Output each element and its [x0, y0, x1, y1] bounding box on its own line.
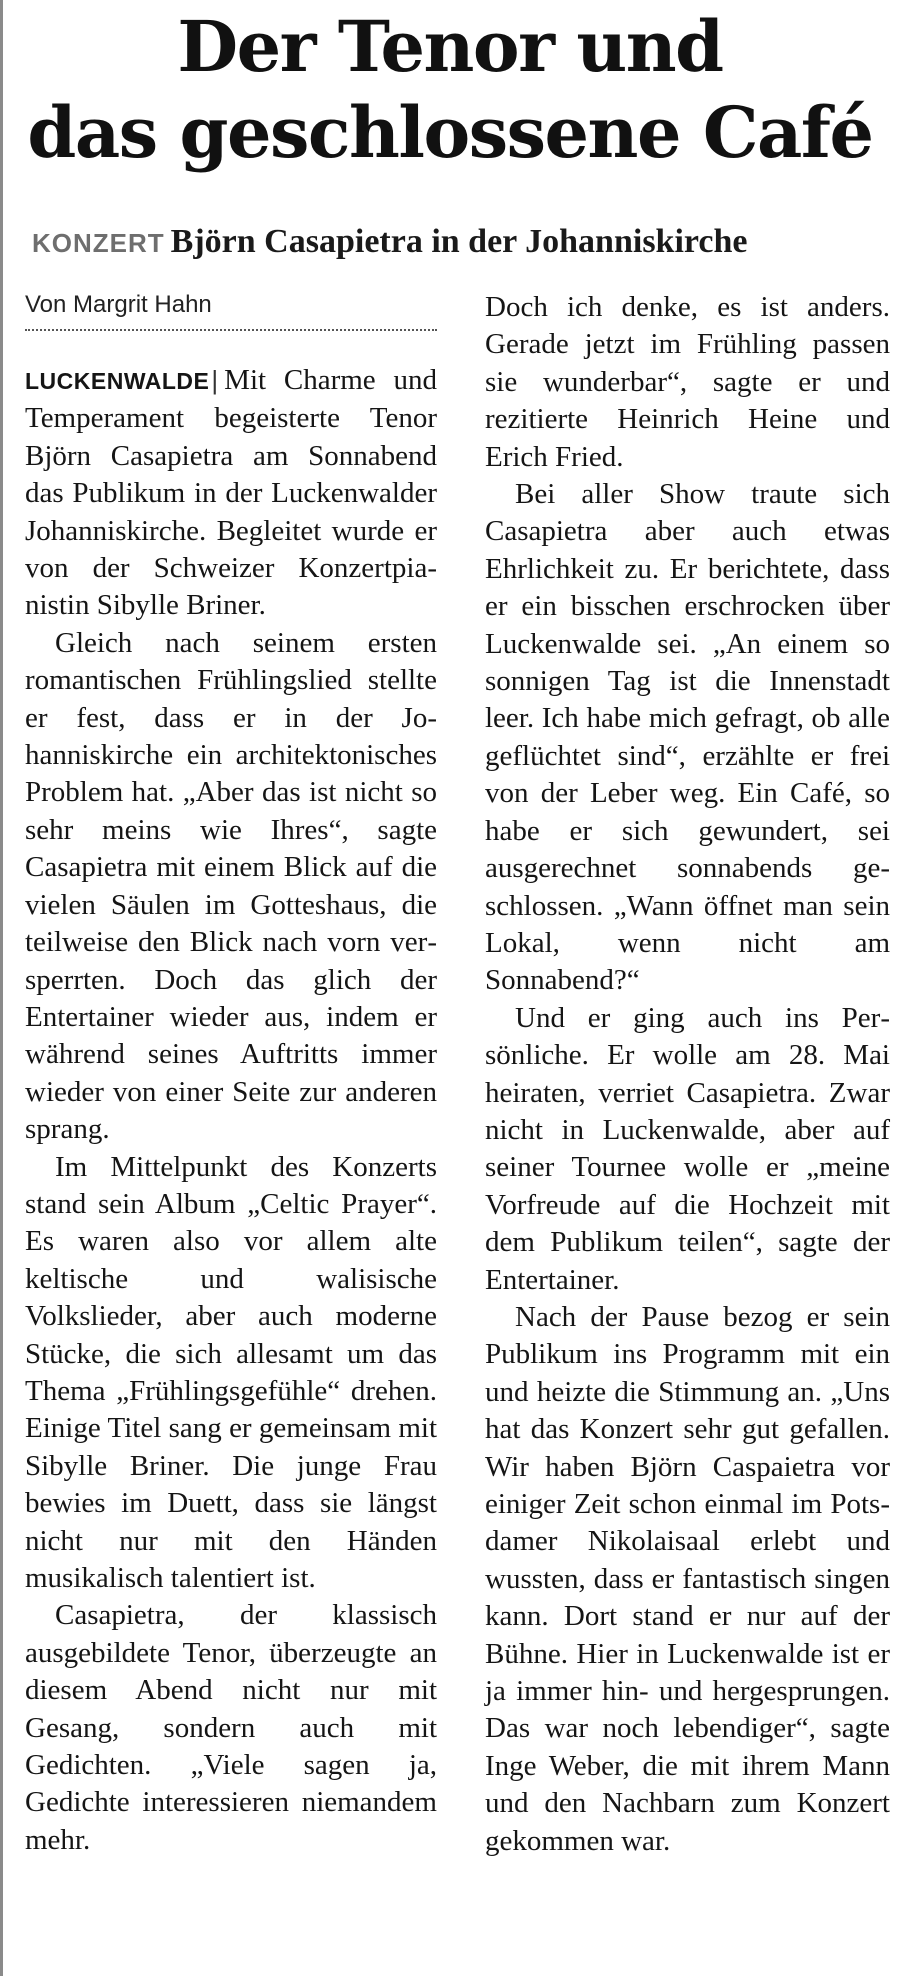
author-byline: Von Margrit Hahn	[25, 287, 437, 331]
subheadline-text: Björn Casapietra in der Johanniskirche	[170, 223, 748, 260]
paragraph: Und er ging auch ins Persönliche. Er wolle am 28. Mai heiraten, verriet Casapietra. Zwar nicht in Luckenwalde, aber auf seiner Tournee wolle er „meine Vorfreude auf die Hochzeit mit dem Publikum teilen“, sagte der Entertainer.	[485, 1001, 890, 1296]
article-headline	[0, 4, 900, 176]
kicker-label: KONZERT	[32, 228, 165, 258]
headline-line-1: Der Tenor und	[177, 5, 723, 88]
paragraph: Im Mittelpunkt des Konzerts stand sein Album „Celtic Prayer“. Es waren also vor allem alte keltische und walisische Volkslieder, aber auch moderne Stücke, die sich allesamt um das Thema „Frühlingsgefühle“ drehen. Einige Titel sang er gemeinsam mit Sibylle Briner. Die junge Frau bewies im Duett, dass sie längst nicht nur mit den Händen musikalisch talentiert ist.	[25, 1150, 437, 1594]
dateline: LUCKENWALDE	[25, 368, 210, 394]
paragraph: Nach der Pause bezog er sein Publikum ins Programm mit ein und heizte die Stimmung an. „Uns hat das Konzert sehr gut gefallen. Wir haben Björn Caspaietra vor einiger Zeit schon einmal im Potsdamer Nikolaisaal erlebt und wussten, dass er fantastisch singen kann. Dort stand er nur auf der Bühne. Hier in Luckenwalde ist er ja immer hin- und hergesprungen. Das war noch lebendiger“, sagte Inge Weber, die mit ihrem Mann und den Nachbarn zum Konzert gekommen war.	[485, 1300, 890, 1857]
article-column-left	[25, 362, 437, 1859]
paragraph	[25, 362, 437, 625]
article-column-right	[485, 289, 890, 1860]
page-edge-rule	[0, 0, 3, 1976]
paragraph: Bei aller Show traute sich Casapietra aber auch etwas Ehrlichkeit zu. Er berichtete, dass er ein bisschen erschrocken über Luckenwalde sei. „An einem so sonnigen Tag ist die Innenstadt leer. Ich habe mich gefragt, ob alle geflüchtet sind“, erzählte er frei von der Leber weg. Ein Café, so habe er sich gewundert, sei ausgerechnet sonnabends geschlossen. „Wann öffnet man sein Lokal, wenn nicht am Sonnabend?“	[485, 478, 890, 997]
paragraph: Casapietra, der klassisch ausgebildete Tenor, überzeugte an diesem Abend nicht nur mit Gesang, sondern auch mit Gedichten. „Viele sagen ja, Gedichte interessieren niemandem mehr.	[25, 1599, 437, 1856]
dateline-separator: |	[211, 365, 219, 395]
article-subheadline	[32, 220, 882, 265]
paragraph: Gleich nach seinem ersten romantischen Frühlingslied stellte er fest, dass er in der Johanniskirche ein architektonisches Problem hat. „Aber das ist nicht so sehr meins wie Ihres“, sagte Casapietra mit einem Blick auf die vielen Säulen im Gotteshaus, die teilweise den Blick nach vorn versperrten. Doch das glich der Entertainer wieder aus, indem er während seines Auftritts immer wieder von einer Seite zur anderen sprang.	[25, 626, 437, 1146]
paragraph: Doch ich denke, es ist anders. Gerade jetzt im Frühling passen sie wunderbar“, sagte er und rezitierte Heinrich Heine und Erich Fried.	[485, 291, 890, 473]
headline-line-2: das geschlossene Café	[27, 91, 873, 174]
paragraph-text: Mit Charme und Temperament begeisterte Tenor Björn Casapietra am Sonnabend das Publikum in der Luckenwalder Johanniskirche. Begleitet wurde er von der Schweizer Konzertpianistin Sibylle Briner.	[25, 364, 437, 622]
